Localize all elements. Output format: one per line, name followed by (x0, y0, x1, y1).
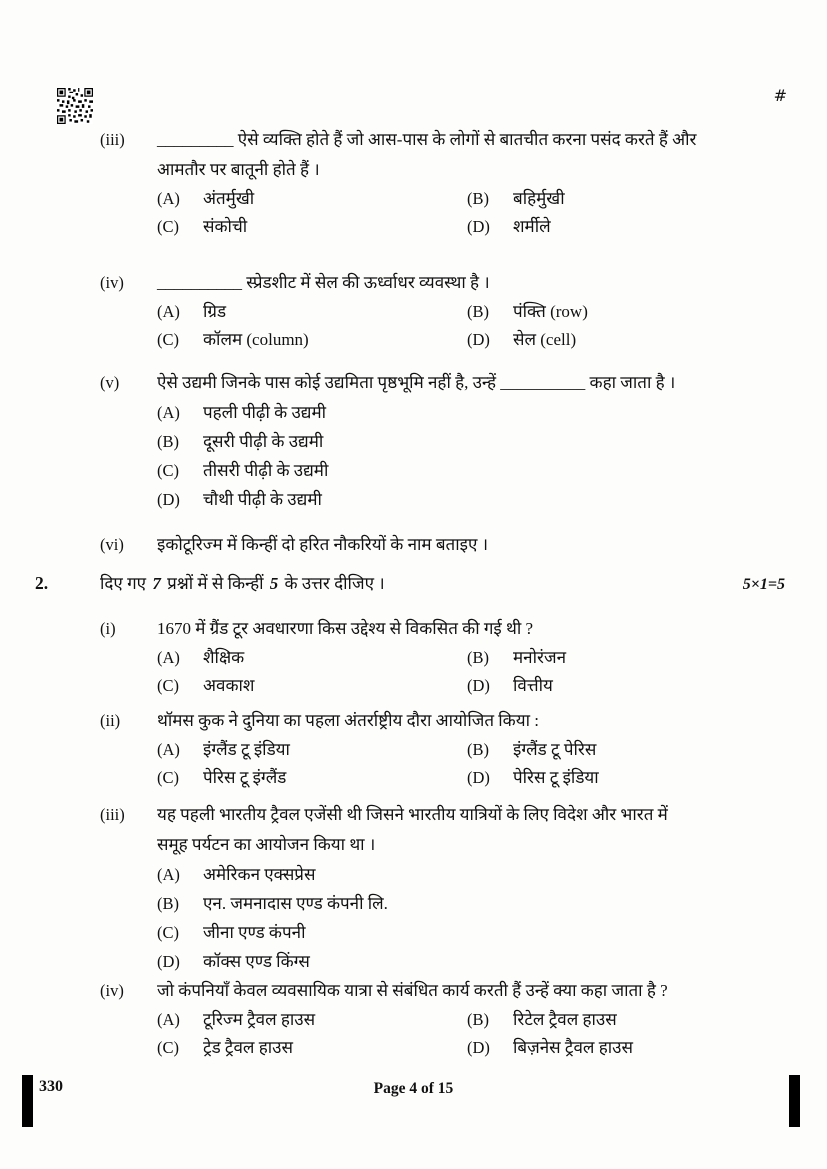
question-2-header (35, 568, 785, 600)
option-label: (A) (157, 648, 180, 667)
option-text: टूरिज्म ट्रैवल हाउस (203, 1010, 316, 1029)
option-label: (B) (157, 432, 179, 451)
option-text: जीना एण्ड कंपनी (203, 923, 306, 942)
option-c (157, 456, 785, 485)
option-c (157, 1034, 467, 1062)
option-text: दूसरी पीढ़ी के उद्यमी (203, 432, 324, 451)
option-text: मनोरंजन (513, 648, 567, 667)
option-label: (B) (467, 189, 489, 208)
options-grid (157, 736, 785, 792)
option-text: पेरिस टू इंडिया (513, 768, 599, 787)
option-a (157, 644, 467, 672)
option-text: ट्रेड ट्रैवल हाउस (203, 1038, 293, 1057)
question-2-i (100, 614, 785, 700)
options-list (157, 860, 785, 976)
option-label: (C) (157, 461, 179, 480)
option-text: पंक्ति (row) (513, 302, 588, 321)
question-number: (iv) (100, 273, 124, 292)
options-grid (157, 298, 785, 354)
option-b (467, 1006, 785, 1034)
option-text: अमेरिकन एक्सप्रेस (203, 865, 316, 884)
option-text: बहिर्मुखी (513, 189, 565, 208)
option-label: (D) (467, 1038, 490, 1057)
option-d (157, 947, 785, 976)
marks-label: 5×1=5 (742, 576, 785, 593)
option-label: (C) (157, 1038, 179, 1057)
question-text: थॉमस कुक ने दुनिया का पहला अंतर्राष्ट्रीय दौरा आयोजित किया : (157, 711, 539, 730)
option-text: ग्रिड (203, 302, 227, 321)
question-1-iv (100, 268, 785, 354)
option-label: (C) (157, 676, 179, 695)
option-c (157, 213, 467, 241)
question-number: (iii) (100, 805, 125, 824)
question-text: 1670 में ग्रैंड टूर अवधारणा किस उद्देश्य से विकसित की गई थी ? (157, 619, 534, 638)
option-text: कॉक्स एण्ड किंग्स (203, 952, 310, 971)
right-print-bar (789, 1075, 800, 1127)
option-c (157, 918, 785, 947)
option-text: एन. जमनादास एण्ड कंपनी लि. (203, 894, 388, 913)
question-text: यह पहली भारतीय ट्रैवल एजेंसी थी जिसने भारतीय यात्रियों के लिए विदेश और भारत में समूह पर्यटन का आयोजन किया था । (157, 805, 668, 854)
option-label: (D) (467, 217, 490, 236)
question-text: जो कंपनियाँ केवल व्यवसायिक यात्रा से संबंधित कार्य करती हैं उन्हें क्या कहा जाता है ? (157, 981, 668, 1000)
page-marker-hash: # (773, 86, 787, 105)
options-grid (157, 644, 785, 700)
option-text: अंतर्मुखी (203, 189, 255, 208)
option-text: तीसरी पीढ़ी के उद्यमी (203, 461, 329, 480)
option-d (467, 213, 785, 241)
option-label: (B) (467, 740, 489, 759)
option-a (157, 185, 467, 213)
option-text: कॉलम (column) (203, 330, 309, 349)
option-c (157, 764, 467, 792)
option-c (157, 326, 467, 354)
option-label: (A) (157, 403, 180, 422)
question-number: (v) (100, 373, 120, 392)
option-b (467, 298, 785, 326)
option-label: (A) (157, 1010, 180, 1029)
option-a (157, 736, 467, 764)
question-2-iii (100, 800, 785, 976)
options-grid (157, 185, 785, 241)
option-a (157, 298, 467, 326)
option-label: (B) (467, 1010, 489, 1029)
question-2-ii (100, 706, 785, 792)
option-text: वित्तीय (513, 676, 553, 695)
option-label: (B) (467, 302, 489, 321)
option-d (467, 1034, 785, 1062)
option-a (157, 398, 785, 427)
option-text: शर्मीले (513, 217, 551, 236)
question-2-text: दिए गए 7 प्रश्नों में से किन्हीं 5 के उत्तर दीजिए । (100, 574, 385, 593)
paper-code: 330 (39, 1078, 63, 1095)
option-label: (C) (157, 923, 179, 942)
option-d (467, 326, 785, 354)
qr-code-icon (57, 88, 93, 124)
option-label: (C) (157, 217, 179, 236)
option-d (157, 485, 785, 514)
options-list (157, 398, 785, 514)
option-label: (D) (467, 330, 490, 349)
question-number: (iii) (100, 130, 125, 149)
option-label: (D) (157, 490, 180, 509)
question-text: _________ ऐसे व्यक्ति होते हैं जो आस-पास के लोगों से बातचीत करना पसंद करते हैं और आमतौर पर बातूनी होते हैं । (157, 130, 697, 179)
question-1-vi (100, 530, 785, 560)
options-grid (157, 1006, 785, 1062)
question-number: (i) (100, 619, 116, 638)
option-b (467, 644, 785, 672)
page-indicator: Page 4 of 15 (373, 1080, 454, 1097)
option-text: संकोची (203, 217, 248, 236)
option-label: (D) (467, 676, 490, 695)
option-label: (A) (157, 865, 180, 884)
option-text: पेरिस टू इंग्लैंड (203, 768, 287, 787)
option-text: सेल (cell) (513, 330, 577, 349)
option-text: चौथी पीढ़ी के उद्यमी (203, 490, 322, 509)
option-label: (A) (157, 189, 180, 208)
option-text: अवकाश (203, 676, 255, 695)
question-2-iv (100, 976, 785, 1062)
option-a (157, 860, 785, 889)
option-c (157, 672, 467, 700)
question-number: (ii) (100, 711, 121, 730)
question-number: (vi) (100, 535, 124, 554)
option-a (157, 1006, 467, 1034)
option-b (467, 736, 785, 764)
question-text: ऐसे उद्यमी जिनके पास कोई उद्यमिता पृष्ठभूमि नहीं है, उन्हें __________ कहा जाता है । (157, 373, 676, 392)
option-label: (D) (157, 952, 180, 971)
option-d (467, 764, 785, 792)
option-b (157, 889, 785, 918)
option-label: (C) (157, 330, 179, 349)
option-label: (B) (467, 648, 489, 667)
question-text: __________ स्प्रेडशीट में सेल की ऊर्ध्वाधर व्यवस्था है । (157, 273, 490, 292)
option-label: (C) (157, 768, 179, 787)
option-text: शैक्षिक (203, 648, 245, 667)
option-text: रिटेल ट्रैवल हाउस (513, 1010, 617, 1029)
option-d (467, 672, 785, 700)
question-1-v (100, 368, 785, 514)
question-number: (iv) (100, 981, 124, 1000)
option-text: बिज़नेस ट्रैवल हाउस (513, 1038, 633, 1057)
question-2-number: 2. (35, 573, 49, 593)
option-label: (B) (157, 894, 179, 913)
option-b (467, 185, 785, 213)
option-label: (A) (157, 302, 180, 321)
question-text: इकोटूरिज्म में किन्हीं दो हरित नौकरियों के नाम बताइए । (157, 535, 489, 554)
option-label: (D) (467, 768, 490, 787)
option-b (157, 427, 785, 456)
option-text: पहली पीढ़ी के उद्यमी (203, 403, 327, 422)
option-text: इंग्लैंड टू इंडिया (203, 740, 290, 759)
option-text: इंग्लैंड टू पेरिस (513, 740, 597, 759)
question-1-iii (100, 125, 785, 241)
option-label: (A) (157, 740, 180, 759)
